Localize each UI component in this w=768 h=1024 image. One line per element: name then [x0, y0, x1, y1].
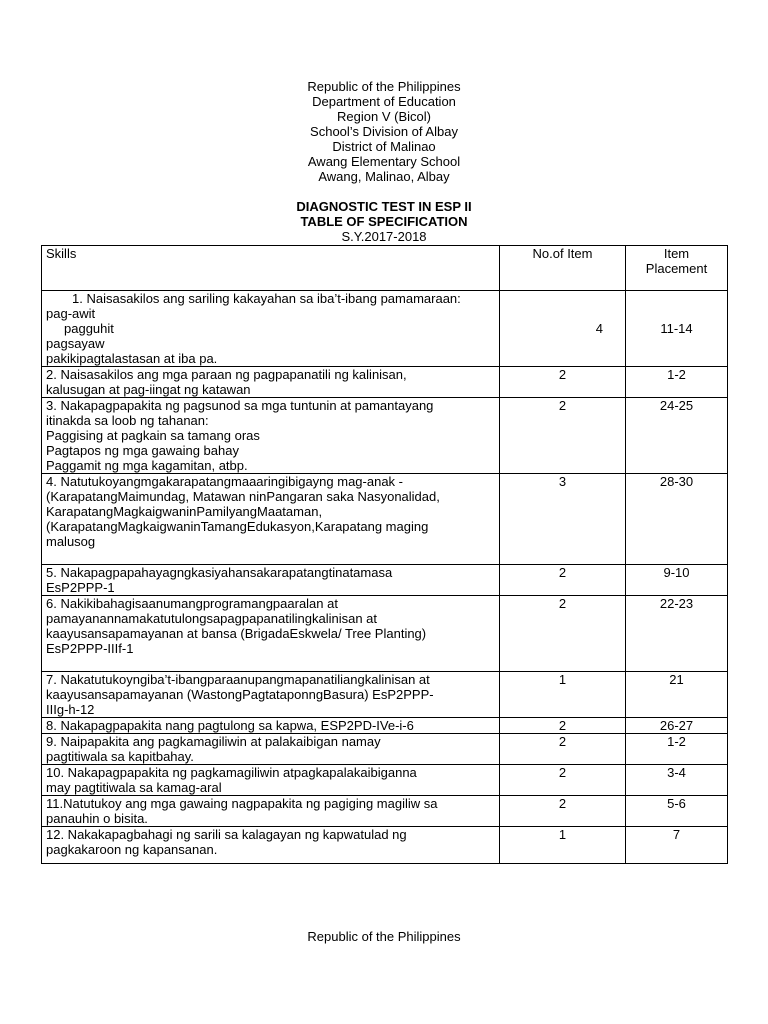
skill-line: pagguhit: [64, 321, 114, 336]
skill-cell: [42, 672, 500, 718]
skill-line: 1. Naisasakilos ang sariling kakayahan sa iba’t-ibang pamamaraan:: [72, 291, 461, 306]
skill-cell: [42, 398, 500, 474]
skill-line: 2. Naisasakilos ang mga paraan ng pagpapanatili ng kalinisan,: [46, 367, 407, 382]
skill-cell: [42, 796, 500, 827]
skill-cell: [42, 565, 500, 596]
skill-cell: [42, 827, 500, 864]
document-header: [0, 79, 768, 184]
num-items-cell: 2: [500, 596, 626, 672]
table-row: [42, 718, 728, 734]
skill-cell: [42, 718, 500, 734]
skill-line: kalusugan at pag-iingat ng katawan: [46, 382, 251, 397]
num-items-cell: 2: [500, 734, 626, 765]
skill-line: pagsayaw: [46, 336, 105, 351]
skill-cell: [42, 474, 500, 565]
skill-cell: [42, 291, 500, 367]
skill-line: pamayanannamakatutulongsapagpapanatilingkalinisan at: [46, 611, 378, 626]
table-row: [42, 565, 728, 596]
skill-line: itinakda sa loob ng tahanan:: [46, 413, 209, 428]
placement-header: [626, 246, 728, 291]
skill-cell: [42, 765, 500, 796]
skill-line: kaayusansapamayanan (WastongPagtataponngBasura) EsP2PPP-: [46, 687, 434, 702]
num-items-cell: 1: [500, 827, 626, 864]
skill-cell: [42, 734, 500, 765]
num-items-cell: 4: [500, 291, 626, 367]
skill-line: pagkakaroon ng kapansanan.: [46, 842, 218, 857]
header-line-department: Department of Education: [312, 94, 456, 109]
placement-cell: 21: [626, 672, 728, 718]
school-year: S.Y.2017-2018: [341, 229, 427, 244]
skill-line: kaayusansapamayanan at bansa (BrigadaEskwela/ Tree Planting): [46, 626, 427, 641]
header-line-address: Awang, Malinao, Albay: [318, 169, 450, 184]
skill-line: KarapatangMagkaigwaninPamilyangMaataman,: [46, 504, 323, 519]
skill-line: EsP2PPP-IIIf-1: [46, 641, 134, 656]
skill-line: 5. Nakapagpapahayagngkasiyahansakarapatangtinatamasa: [46, 565, 393, 580]
skill-line: Paggamit ng mga kagamitan, atbp.: [46, 458, 248, 473]
specification-table: [41, 245, 728, 864]
placement-cell: 1-2: [626, 367, 728, 398]
table-row: [42, 734, 728, 765]
num-items-cell: 2: [500, 796, 626, 827]
table-row: [42, 765, 728, 796]
num-items-cell: 2: [500, 718, 626, 734]
header-line-division: School’s Division of Albay: [310, 124, 458, 139]
skill-line: pagtitiwala sa kapitbahay.: [46, 749, 194, 764]
skill-cell: [42, 596, 500, 672]
num-items-cell: 2: [500, 565, 626, 596]
table-row: [42, 827, 728, 864]
skill-line: Paggising at pagkain sa tamang oras: [46, 428, 260, 443]
skill-cell: [42, 367, 500, 398]
table-row: [42, 291, 728, 367]
header-line-school: Awang Elementary School: [307, 154, 461, 169]
table-header-row: [42, 246, 728, 291]
num-items-cell: 3: [500, 474, 626, 565]
title-line-2: TABLE OF SPECIFICATION: [300, 214, 468, 229]
placement-cell: 9-10: [626, 565, 728, 596]
placement-cell: 22-23: [626, 596, 728, 672]
next-page-header: Republic of the Philippines: [307, 929, 461, 944]
skill-line: (KarapatangMagkaigwaninTamangEdukasyon,Karapatang maging: [46, 519, 429, 534]
skill-line: 12. Nakakapagbahagi ng sarili sa kalagayan ng kapwatulad ng: [46, 827, 407, 842]
skill-line: malusog: [46, 534, 96, 549]
skills-header: Skills: [42, 246, 500, 291]
num-items-header: No.of Item: [500, 246, 626, 291]
skill-line: 9. Naipapakita ang pagkamagiliwin at palakaibigan namay: [46, 734, 381, 749]
placement-cell: 24-25: [626, 398, 728, 474]
skill-line: 4. Natutukoyangmgakarapatangmaaaringibigayng mag-anak -: [46, 474, 403, 489]
title-line-1: DIAGNOSTIC TEST IN ESP II: [296, 199, 472, 214]
skill-line: 3. Nakapagpapakita ng pagsunod sa mga tuntunin at pamantayang: [46, 398, 434, 413]
skill-line: Pagtapos ng mga gawaing bahay: [46, 443, 239, 458]
document-title: [0, 199, 768, 244]
skill-line: panauhin o bisita.: [46, 811, 148, 826]
num-items-cell: 2: [500, 765, 626, 796]
table-row: [42, 672, 728, 718]
placement-cell: 28-30: [626, 474, 728, 565]
skill-line: EsP2PPP-1: [46, 580, 115, 595]
num-items-cell: 2: [500, 398, 626, 474]
num-items-cell: 2: [500, 367, 626, 398]
skill-line: (KarapatangMaimundag, Matawan ninPangaran saka Nasyonalidad,: [46, 489, 440, 504]
table-row: [42, 474, 728, 565]
skill-line: 8. Nakapagpapakita nang pagtulong sa kapwa, ESP2PD-IVe-i-6: [46, 718, 414, 733]
placement-cell: 11-14: [626, 291, 728, 367]
header-line-country: Republic of the Philippines: [307, 79, 461, 94]
skill-line: 10. Nakapagpapakita ng pagkamagiliwin atpagkapalakaibiganna: [46, 765, 417, 780]
table-row: [42, 367, 728, 398]
skill-line: pakikipagtalastasan at iba pa.: [46, 351, 218, 366]
num-items-cell: 1: [500, 672, 626, 718]
skill-line: pag-awit: [46, 306, 96, 321]
table-row: [42, 596, 728, 672]
placement-header-text: Item Placement: [645, 246, 708, 276]
placement-cell: 3-4: [626, 765, 728, 796]
placement-cell: 26-27: [626, 718, 728, 734]
skill-line: 11.Natutukoy ang mga gawaing nagpapakita ng pagiging magiliw sa: [46, 796, 438, 811]
table-row: [42, 398, 728, 474]
placement-cell: 5-6: [626, 796, 728, 827]
header-line-district: District of Malinao: [332, 139, 436, 154]
placement-cell: 1-2: [626, 734, 728, 765]
skill-line: 6. Nakikibahagisaanumangprogramangpaaralan at: [46, 596, 338, 611]
skill-line: may pagtitiwala sa kamag-aral: [46, 780, 222, 795]
placement-cell: 7: [626, 827, 728, 864]
skill-line: 7. Nakatutukoyngiba’t-ibangparaanupangmapanatiliangkalinisan at: [46, 672, 430, 687]
skill-line: IIIg-h-12: [46, 702, 95, 717]
header-line-region: Region V (Bicol): [337, 109, 431, 124]
table-row: [42, 796, 728, 827]
